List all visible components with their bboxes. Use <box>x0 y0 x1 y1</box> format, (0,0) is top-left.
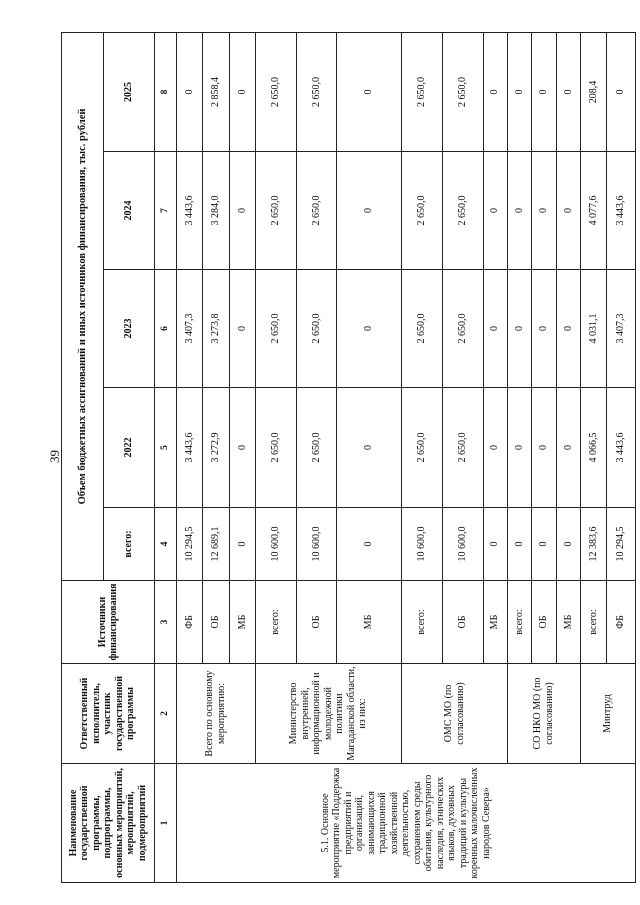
executor-cell: Министерство внутренней, информационной и молодежной политики Магаданской области, из них: <box>255 664 401 764</box>
value-cell: 2 650,0 <box>442 388 483 508</box>
value-cell: 0 <box>507 508 531 581</box>
value-cell: 2 650,0 <box>442 32 483 151</box>
value-cell: 3 272,9 <box>203 388 229 508</box>
value-cell: 3 407,3 <box>176 270 202 388</box>
value-cell: 2 650,0 <box>402 152 443 270</box>
column-number: 2 <box>155 664 176 764</box>
value-cell: 0 <box>532 270 556 388</box>
source-cell: МБ <box>483 581 507 664</box>
value-cell: 10 294,5 <box>176 508 202 581</box>
value-cell: 0 <box>556 152 580 270</box>
column-number-row <box>155 32 176 882</box>
source-cell: ОБ <box>203 581 229 664</box>
value-cell: 4 066,5 <box>581 388 607 508</box>
value-cell: 10 600,0 <box>442 508 483 581</box>
value-cell: 4 031,1 <box>581 270 607 388</box>
source-cell: всего: <box>255 581 296 664</box>
value-cell: 3 273,8 <box>203 270 229 388</box>
value-cell: 0 <box>337 270 402 388</box>
value-cell: 0 <box>229 32 255 151</box>
value-cell: 2 650,0 <box>296 388 337 508</box>
value-cell: 10 600,0 <box>402 508 443 581</box>
executor-cell: ОМС МО (по согласованию) <box>402 664 508 764</box>
value-cell: 0 <box>507 152 531 270</box>
source-cell: ОБ <box>442 581 483 664</box>
value-cell: 2 650,0 <box>255 270 296 388</box>
value-cell: 0 <box>483 270 507 388</box>
value-cell: 0 <box>532 32 556 151</box>
value-cell: 2 650,0 <box>255 152 296 270</box>
value-cell: 0 <box>607 32 636 151</box>
value-cell: 0 <box>483 152 507 270</box>
value-cell: 3 443,6 <box>607 388 636 508</box>
value-cell: 0 <box>337 388 402 508</box>
value-cell: 0 <box>337 508 402 581</box>
value-cell: 3 443,6 <box>607 152 636 270</box>
value-cell: 0 <box>337 152 402 270</box>
value-cell: 0 <box>483 388 507 508</box>
value-cell: 10 600,0 <box>296 508 337 581</box>
header-executor: Ответственный исполнитель, участник государственной программы <box>62 664 155 764</box>
value-cell: 0 <box>176 32 202 151</box>
value-cell: 2 650,0 <box>442 270 483 388</box>
header-year-2023: 2023 <box>103 270 155 388</box>
value-cell: 0 <box>229 152 255 270</box>
value-cell: 0 <box>556 508 580 581</box>
value-cell: 0 <box>532 508 556 581</box>
source-cell: всего: <box>507 581 531 664</box>
value-cell: 10 600,0 <box>255 508 296 581</box>
value-cell: 0 <box>229 508 255 581</box>
source-cell: ФБ <box>607 581 636 664</box>
header-name: Наименование государственной программы, подпрограммы, основных мероприятий, мероприятий, подмероприятий <box>62 764 155 883</box>
source-cell: МБ <box>556 581 580 664</box>
value-cell: 0 <box>532 388 556 508</box>
value-cell: 0 <box>556 388 580 508</box>
value-cell: 2 650,0 <box>402 32 443 151</box>
value-cell: 0 <box>556 270 580 388</box>
value-cell: 2 650,0 <box>442 152 483 270</box>
value-cell: 0 <box>229 388 255 508</box>
value-cell: 0 <box>337 32 402 151</box>
value-cell: 0 <box>507 32 531 151</box>
column-number: 6 <box>155 270 176 388</box>
source-cell: всего: <box>581 581 607 664</box>
main-activity-name: 5.1. Основное мероприятие «Поддержка предприятий и организаций, занимающихся традиционной хозяйственной деятельностью, сохранением среды обитания, культурного наследия, этнических языков, духовных традиций и культуры коренных малочисленных народов Севера» <box>176 764 635 883</box>
value-cell: 2 858,4 <box>203 32 229 151</box>
source-cell: ФБ <box>176 581 202 664</box>
value-cell: 2 650,0 <box>296 152 337 270</box>
value-cell: 0 <box>483 32 507 151</box>
column-number: 4 <box>155 508 176 581</box>
value-cell: 12 689,1 <box>203 508 229 581</box>
column-number: 3 <box>155 581 176 664</box>
executor-cell: Минтруд <box>581 664 636 764</box>
value-cell: 2 650,0 <box>255 388 296 508</box>
rotated-table-wrapper <box>61 33 636 883</box>
source-cell: всего: <box>402 581 443 664</box>
value-cell: 3 407,3 <box>607 270 636 388</box>
value-cell: 4 077,6 <box>581 152 607 270</box>
value-cell: 0 <box>229 270 255 388</box>
value-cell: 0 <box>532 152 556 270</box>
table-row <box>176 32 202 882</box>
value-cell: 3 443,6 <box>176 388 202 508</box>
column-number: 1 <box>155 764 176 883</box>
column-number: 5 <box>155 388 176 508</box>
source-cell: ОБ <box>532 581 556 664</box>
header-row-group <box>62 32 104 882</box>
header-year-2024: 2024 <box>103 152 155 270</box>
executor-cell: СО НКО МО (по согласованию) <box>507 664 580 764</box>
header-source: Источники финансирования <box>62 581 155 664</box>
column-number: 8 <box>155 32 176 151</box>
header-year-total: всего: <box>103 508 155 581</box>
financing-table <box>61 32 636 883</box>
value-cell: 0 <box>556 32 580 151</box>
value-cell: 0 <box>483 508 507 581</box>
column-number: 7 <box>155 152 176 270</box>
value-cell: 12 383,6 <box>581 508 607 581</box>
value-cell: 2 650,0 <box>402 388 443 508</box>
value-cell: 0 <box>507 270 531 388</box>
value-cell: 10 294,5 <box>607 508 636 581</box>
executor-cell: Всего по основному мероприятию: <box>176 664 255 764</box>
value-cell: 3 284,0 <box>203 152 229 270</box>
page-number: 39 <box>47 450 62 463</box>
header-year-2025: 2025 <box>103 32 155 151</box>
table-row <box>255 32 296 882</box>
value-cell: 208,4 <box>581 32 607 151</box>
source-cell: МБ <box>229 581 255 664</box>
table-row <box>402 32 443 882</box>
source-cell: ОБ <box>296 581 337 664</box>
value-cell: 2 650,0 <box>296 270 337 388</box>
value-cell: 3 443,6 <box>176 152 202 270</box>
value-cell: 0 <box>507 388 531 508</box>
value-cell: 2 650,0 <box>255 32 296 151</box>
source-cell: МБ <box>337 581 402 664</box>
table-row <box>581 32 607 882</box>
header-year-2022: 2022 <box>103 388 155 508</box>
header-financing-group: Объем бюджетных ассигнований и иных источников финансирования, тыс. рублей <box>62 32 104 580</box>
value-cell: 2 650,0 <box>402 270 443 388</box>
table-row <box>507 32 531 882</box>
value-cell: 2 650,0 <box>296 32 337 151</box>
